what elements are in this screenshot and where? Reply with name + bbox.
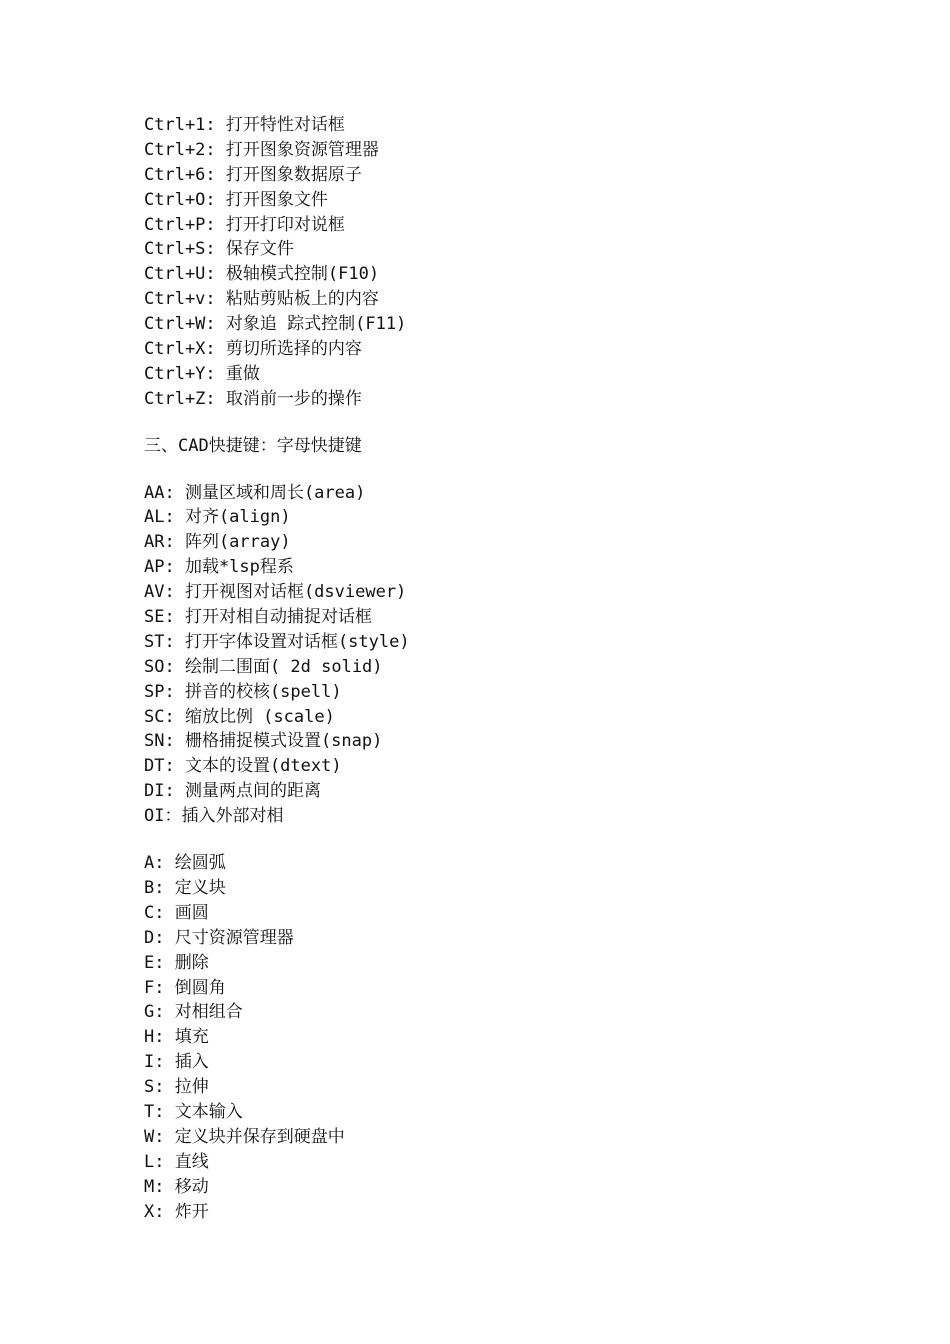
ctrl-shortcut-line: Ctrl+W: 对象追 踪式控制(F11) xyxy=(144,314,407,335)
two-letter-shortcut-line: AR: 阵列(array) xyxy=(144,532,291,553)
ctrl-shortcut-line: Ctrl+X: 剪切所选择的内容 xyxy=(144,339,362,360)
two-letter-shortcut-line: AV: 打开视图对话框(dsviewer) xyxy=(144,582,407,603)
single-letter-shortcut-line: M: 移动 xyxy=(144,1176,209,1197)
two-letter-shortcut-line: OI：插入外部对相 xyxy=(144,806,284,827)
ctrl-shortcut-line: Ctrl+1: 打开特性对话框 xyxy=(144,115,345,135)
single-letter-shortcut-line: G: 对相组合 xyxy=(144,1002,243,1023)
ctrl-shortcut-list xyxy=(144,113,904,412)
two-letter-shortcut-line: SC: 缩放比例 (scale) xyxy=(144,706,335,727)
single-letter-shortcut-line: E: 删除 xyxy=(144,952,209,973)
single-letter-shortcut-line: W: 定义块并保存到硬盘中 xyxy=(144,1126,345,1147)
document-page xyxy=(144,113,904,1224)
single-letter-shortcut-list xyxy=(144,851,904,1224)
single-letter-shortcut-line: T: 文本输入 xyxy=(144,1101,243,1122)
single-letter-shortcut-line: I: 插入 xyxy=(144,1052,209,1073)
section-gap xyxy=(144,459,904,481)
two-letter-shortcut-line: SE: 打开对相自动捕捉对话框 xyxy=(144,607,372,628)
two-letter-shortcut-line: ST: 打开字体设置对话框(style) xyxy=(144,631,410,652)
single-letter-shortcut-line: X: 炸开 xyxy=(144,1201,209,1222)
single-letter-shortcut-line: C: 画圆 xyxy=(144,902,209,923)
ctrl-shortcut-line: Ctrl+2: 打开图象资源管理器 xyxy=(144,139,379,160)
single-letter-shortcut-line: H: 填充 xyxy=(144,1027,209,1048)
ctrl-shortcut-line: Ctrl+Z: 取消前一步的操作 xyxy=(144,388,362,409)
single-letter-shortcut-line: D: 尺寸资源管理器 xyxy=(144,927,294,948)
ctrl-shortcut-line: Ctrl+6: 打开图象数据原子 xyxy=(144,164,362,185)
ctrl-shortcut-line: Ctrl+S: 保存文件 xyxy=(144,239,294,260)
two-letter-shortcut-line: SP: 拼音的校核(spell) xyxy=(144,681,342,702)
two-letter-shortcut-line: DT: 文本的设置(dtext) xyxy=(144,756,342,777)
section-gap xyxy=(144,412,904,434)
ctrl-shortcut-line: Ctrl+P: 打开打印对说框 xyxy=(144,214,345,235)
two-letter-shortcut-line: AA: 测量区域和周长(area) xyxy=(144,482,366,503)
single-letter-shortcut-line: F: 倒圆角 xyxy=(144,977,226,998)
two-letter-shortcut-line: SO: 绘制二围面( 2d solid) xyxy=(144,656,383,677)
single-letter-shortcut-line: S: 拉伸 xyxy=(144,1077,209,1098)
two-letter-shortcut-line: AP: 加载*lsp程系 xyxy=(144,557,294,578)
two-letter-shortcut-line: AL: 对齐(align) xyxy=(144,507,291,528)
two-letter-shortcut-line: SN: 栅格捕捉模式设置(snap) xyxy=(144,731,383,752)
section-gap xyxy=(144,829,904,851)
single-letter-shortcut-line: B: 定义块 xyxy=(144,877,226,898)
section-heading: 三、CAD快捷键：字母快捷键 xyxy=(144,435,362,456)
ctrl-shortcut-line: Ctrl+v: 粘贴剪贴板上的内容 xyxy=(144,289,379,310)
ctrl-shortcut-line: Ctrl+O: 打开图象文件 xyxy=(144,189,328,210)
two-letter-shortcut-line: DI: 测量两点间的距离 xyxy=(144,781,321,802)
two-letter-shortcut-list xyxy=(144,481,904,829)
single-letter-shortcut-line: L: 直线 xyxy=(144,1151,209,1172)
ctrl-shortcut-line: Ctrl+U: 极轴模式控制(F10) xyxy=(144,264,380,285)
ctrl-shortcut-line: Ctrl+Y: 重做 xyxy=(144,363,260,384)
single-letter-shortcut-line: A: 绘圆弧 xyxy=(144,853,226,874)
